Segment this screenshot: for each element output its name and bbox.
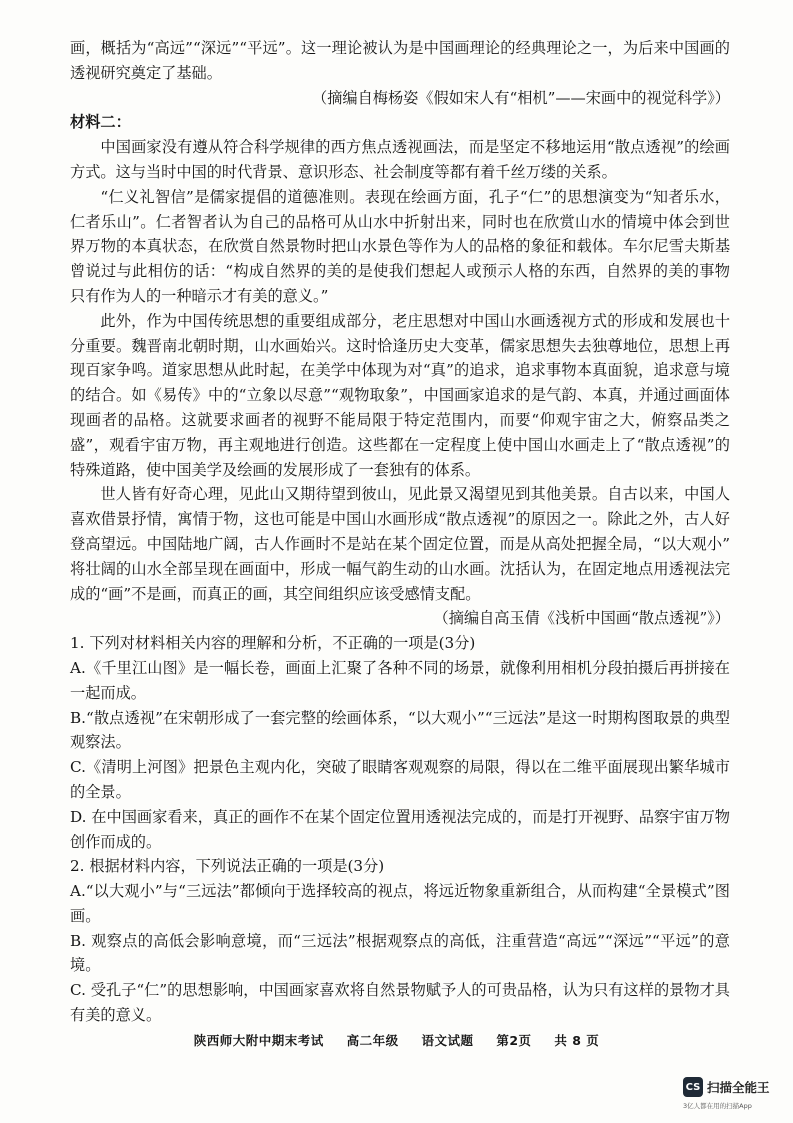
citation-material-two: （摘编自高玉倩《浅析中国画“散点透视”》） — [433, 609, 730, 628]
question-1-option-c: C.《清明上河图》把景色主观内化，突破了眼睛客观观察的局限，得以在二维平面展现出繁华城市的全景。 — [70, 758, 730, 801]
paragraph-3: 此外，作为中国传统思想的重要组成部分，老庄思想对中国山水画透视方式的形成和发展也十分重要。魏晋南北朝时期，山水画始兴。这时恰逢历史大变革，儒家思想失去独尊地位，思想上再现百家争鸣。道家思想从此时起，在美学中体现为对“真”的追求，追求事物本真面貌，追求意与境的结合。如《易传》中的“立象以尽意”“观物取象”，中国画家追求的是气韵、本真，并通过画面体现画者的品格。这就要求画者的视野不能局限于特定范围内，而要“仰观宇宙之大，俯察品类之盛”，观看宇宙万物，再主观地进行创造。这些都在一定程度上使中国山水画走上了“散点透视”的特殊道路，使中国美学及绘画的发展形成了一套独有的体系。 — [70, 311, 730, 479]
question-2-option-a: A.“以大观小”与“三远法”都倾向于选择较高的视点，将远近物象重新组合，从而构建“全景模式”图画。 — [70, 882, 730, 925]
question-1-option-d: D. 在中国画家看来，真正的画作不在某个固定位置用透视法完成的，而是打开视野、品察宇宙万物创作而成的。 — [70, 807, 730, 851]
question-2-stem: 2. 根据材料内容，下列说法正确的一项是(3分) — [70, 857, 385, 876]
camscanner-logo-icon: CS — [683, 1077, 703, 1097]
footer-total-pages: 共 8 页 — [554, 1033, 600, 1048]
question-1-option-b: B.“散点透视”在宋朝形成了一套完整的绘画体系，“以大观小”“三远法”是这一时期构图取景的典型观察法。 — [70, 708, 730, 752]
footer-page-number: 第2页 — [496, 1033, 532, 1048]
citation-material-one: （摘编自梅杨姿《假如宋人有“相机”——宋画中的视觉科学》） — [312, 88, 730, 107]
paragraph-2: “仁义礼智信”是儒家提倡的道德准则。表现在绘画方面，孔子“仁”的思想演变为“知者乐水，仁者乐山”。仁者智者认为自己的品格可从山水中折射出来，同时也在欣赏山水的情境中体会到世界万物的本真状态，在欣赏自然景物时把山水景色等作为人的品格的象征和载体。车尔尼雪夫斯基曾说过与此相仿的话：“构成自然界的美的是使我们想起人或预示人格的东西，自然界的美的事物只有作为人的一种暗示才有美的意义。” — [70, 187, 730, 305]
scanner-watermark — [683, 1077, 770, 1097]
exam-page-body — [70, 36, 730, 1028]
question-1-stem: 1. 下列对材料相关内容的理解和分析，不正确的一项是(3分) — [70, 634, 476, 653]
paragraph-continuation: 画，概括为“高远”“深远”“平远”。这一理论被认为是中国画理论的经典理论之一，为后来中国画的透视研究奠定了基础。 — [70, 39, 730, 82]
watermark-tagline: 3亿人都在用的扫描App — [683, 1102, 752, 1110]
paragraph-1: 中国画家没有遵从符合科学规律的西方焦点透视画法，而是坚定不移地运用“散点透视”的绘画方式。这与当时中国的时代背景、意识形态、社会制度等都有着千丝万缕的关系。 — [70, 138, 730, 181]
material-two-heading: 材料二： — [70, 113, 131, 132]
footer-subject: 语文试题 — [421, 1033, 474, 1048]
page-footer — [0, 1031, 793, 1049]
footer-school: 陕西师大附中期末考试 — [193, 1033, 324, 1048]
footer-grade: 高二年级 — [346, 1033, 399, 1048]
question-1-option-a: A.《千里江山图》是一幅长卷，画面上汇聚了各种不同的场景，就像利用相机分段拍摄后再拼接在一起而成。 — [70, 658, 730, 702]
watermark-brand: 扫描全能王 — [707, 1080, 770, 1095]
question-2-option-c: C. 受孔子“仁”的思想影响，中国画家喜欢将自然景物赋予人的可贵品格，认为只有这样的景物才具有美的意义。 — [70, 981, 730, 1025]
question-2-option-b: B. 观察点的高低会影响意境，而“三远法”根据观察点的高低，注重营造“高远”“深远”“平远”的意境。 — [70, 931, 730, 975]
paragraph-4: 世人皆有好奇心理，见此山又期待望到彼山，见此景又渴望见到其他美景。自古以来，中国人喜欢借景抒情，寓情于物，这也可能是中国山水画形成“散点透视”的原因之一。除此之外，古人好登高望远。中国陆地广阔，古人作画时不是站在某个固定位置，而是从高处把握全局，“以大观小” 将壮阔的山水全部呈现在画面中，形成一幅气韵生动的山水画。沈括认为，在固定地点用透视法完成的“画”不是画，而真正的画，其空间组织应该受感情支配。 — [70, 485, 730, 603]
